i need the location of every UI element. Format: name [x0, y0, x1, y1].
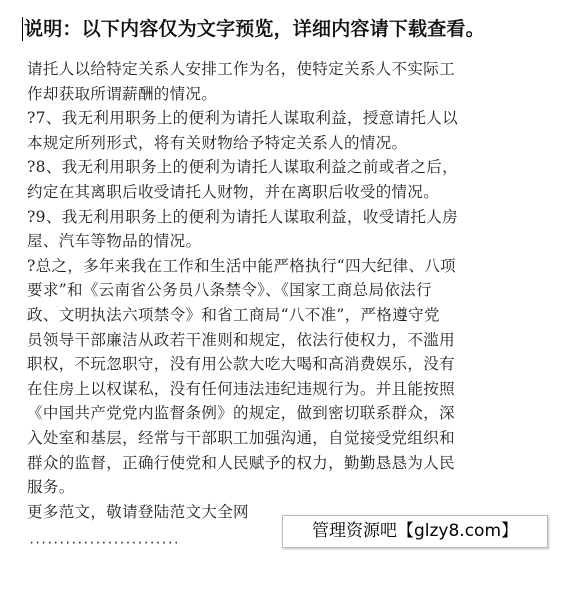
document-line: 在住房上以权谋私，没有任何违法违纪违规行为。并且能按照 — [27, 379, 455, 398]
document-line: 屋、汽车等物品的情况。 — [27, 232, 202, 251]
document-line: 约定在其离职后收受请托人财物，并在离职后收受的情况。 — [27, 182, 440, 201]
document-line: 请托人以给特定关系人安排工作为名，使特定关系人不实际工 — [27, 60, 455, 78]
preview-notice: 说明：以下内容仅为文字预览，详细内容请下载查看。 — [24, 18, 485, 40]
document-line: 服务。 — [27, 478, 75, 497]
document-line: 职权，不玩忽职守，没有用公款大吃大喝和高消费娱乐，没有 — [27, 355, 455, 374]
document-line: ?7、我无利用职务上的便利为请托人谋取利益，授意请托人以 — [27, 109, 458, 128]
document-body — [27, 57, 547, 524]
trailing-dots: ························· — [28, 536, 179, 550]
document-line: 群众的监督，正确行使党和人民赋予的权力，勤勤恳恳为人民 — [27, 453, 455, 472]
document-line: 作却获取所谓薪酬的情况。 — [27, 84, 218, 103]
document-line: 政、文明执法六项禁令》和省工商局“八不准”，严格遵守党 — [27, 305, 440, 324]
site-watermark: 管理资源吧【glzy8.com】 — [282, 515, 548, 548]
text-cursor — [22, 17, 23, 41]
document-line: 《中国共产党党内监督条例》的规定，做到密切联系群众，深 — [27, 404, 455, 423]
document-line: 更多范文，敬请登陆范文大全网 — [27, 502, 249, 521]
document-line: 员领导干部廉洁从政若干准则和规定，依法行使权力，不滥用 — [27, 330, 455, 349]
document-line: ?9、我无利用职务上的便利为请托人谋取利益，收受请托人房 — [27, 207, 458, 226]
document-line: ?8、我无利用职务上的便利为请托人谋取利益之前或者之后， — [27, 158, 458, 177]
document-line: 本规定所列形式，将有关财物给予特定关系人的情况。 — [27, 133, 408, 152]
document-line: 要求”和《云南省公务员八条禁令》、《国家工商总局依法行 — [27, 281, 432, 300]
document-line: 入处室和基层，经常与干部职工加强沟通，自觉接受党组织和 — [27, 428, 455, 447]
document-line: ?总之，多年来我在工作和生活中能严格执行“四大纪律、八项 — [27, 256, 457, 275]
